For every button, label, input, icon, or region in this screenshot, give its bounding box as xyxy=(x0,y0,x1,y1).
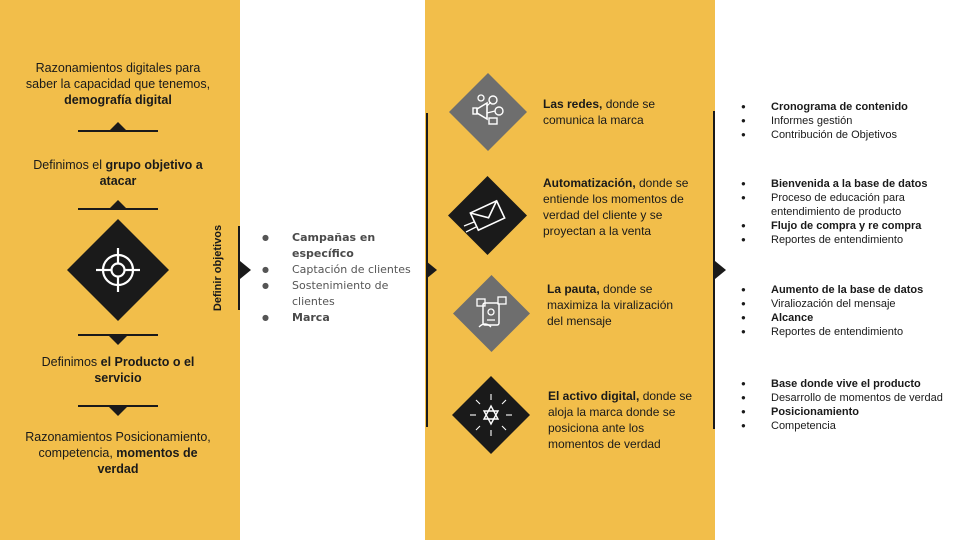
list-item: ● Competencia xyxy=(741,419,951,433)
list-item: ● Proceso de educación para entendimiento de producto xyxy=(741,191,951,219)
left-block-digital-reasoning xyxy=(20,60,216,108)
list-item: ● Bienvenida a la base de datos xyxy=(741,177,951,191)
list-item: ● Sostenimiento de clientes xyxy=(262,278,422,310)
list-item: ● Aumento de la base de datos xyxy=(741,283,951,297)
right-list-asset xyxy=(741,377,951,433)
left-block3-text: Definimos xyxy=(41,355,101,369)
right-arrow-marker xyxy=(426,261,437,279)
list-item: ● Alcance xyxy=(741,311,951,325)
digital-asset-star-icon xyxy=(452,376,530,454)
list-item: ● Informes gestión xyxy=(741,114,951,128)
left-block3-bold: el Producto o el servicio xyxy=(94,355,195,385)
channel-asset-desc: donde se aloja la marca donde se posiciona ante los momentos de verdad xyxy=(548,389,693,451)
list-item: ● Posicionamiento xyxy=(741,405,951,419)
crosshair-target-icon xyxy=(67,219,169,321)
left-block1-text: Razonamientos digitales para saber la capacidad que tenemos, xyxy=(25,61,211,91)
channel-automation-text xyxy=(543,175,693,239)
channel-social-title: Las redes, xyxy=(543,97,603,111)
left-block-positioning xyxy=(20,429,216,477)
right-arrow-marker xyxy=(240,261,251,279)
list-item: ● Base donde vive el producto xyxy=(741,377,951,391)
list-item: ● Contribución de Objetivos xyxy=(741,128,951,142)
list-item: ● Flujo de compra y re compra xyxy=(741,219,951,233)
left-block4-text: Razonamientos Posicionamiento, competencia, xyxy=(25,430,211,460)
channel-paid-desc: donde se maximiza la viralización del mensaje xyxy=(547,282,674,328)
left-block-product xyxy=(20,354,216,386)
objectives-list xyxy=(262,230,422,326)
list-item: ● Viraliozación del mensaje xyxy=(741,297,951,311)
list-item: ● Cronograma de contenido xyxy=(741,100,951,114)
right-list-paid xyxy=(741,283,951,339)
social-media-icon xyxy=(449,73,527,151)
channel-paid-text xyxy=(547,281,687,329)
down-arrow-marker xyxy=(109,407,127,416)
left-block2-bold: grupo objetivo a atacar xyxy=(99,158,203,188)
channel-social-desc: donde se comunica la marca xyxy=(543,97,656,127)
channel-automation-title: Automatización, xyxy=(543,176,636,190)
channel-paid-title: La pauta, xyxy=(547,282,600,296)
vertical-bracket-line xyxy=(238,226,240,310)
right-arrow-marker xyxy=(715,261,726,279)
divider-line xyxy=(78,130,158,132)
channel-asset-text xyxy=(548,388,693,452)
email-automation-icon xyxy=(448,176,527,255)
down-arrow-marker xyxy=(109,336,127,345)
list-item: ● Captación de clientes xyxy=(262,262,422,278)
left-block4-bold: momentos de verdad xyxy=(97,446,198,476)
list-item: ● Reportes de entendimiento xyxy=(741,325,951,339)
left-block1-bold: demografía digital xyxy=(64,93,172,107)
right-list-social xyxy=(741,100,951,142)
paid-media-icon xyxy=(453,275,530,352)
list-item: ● Marca xyxy=(262,310,422,326)
list-item: ● Campañas en específico xyxy=(262,230,422,262)
divider-line xyxy=(78,208,158,210)
right-list-automation xyxy=(741,177,951,247)
vertical-label-define-objectives: Definir objetivos xyxy=(212,224,224,312)
channel-automation-desc: donde se entiende los momentos de verdad del cliente y se proyectan a la venta xyxy=(543,176,689,238)
list-item: ● Desarrollo de momentos de verdad xyxy=(741,391,951,405)
left-block2-text: Definimos el xyxy=(33,158,106,172)
left-block-target-group xyxy=(20,157,216,189)
channel-asset-title: El activo digital, xyxy=(548,389,640,403)
channel-social-text xyxy=(543,96,693,128)
list-item: ● Reportes de entendimiento xyxy=(741,233,951,247)
